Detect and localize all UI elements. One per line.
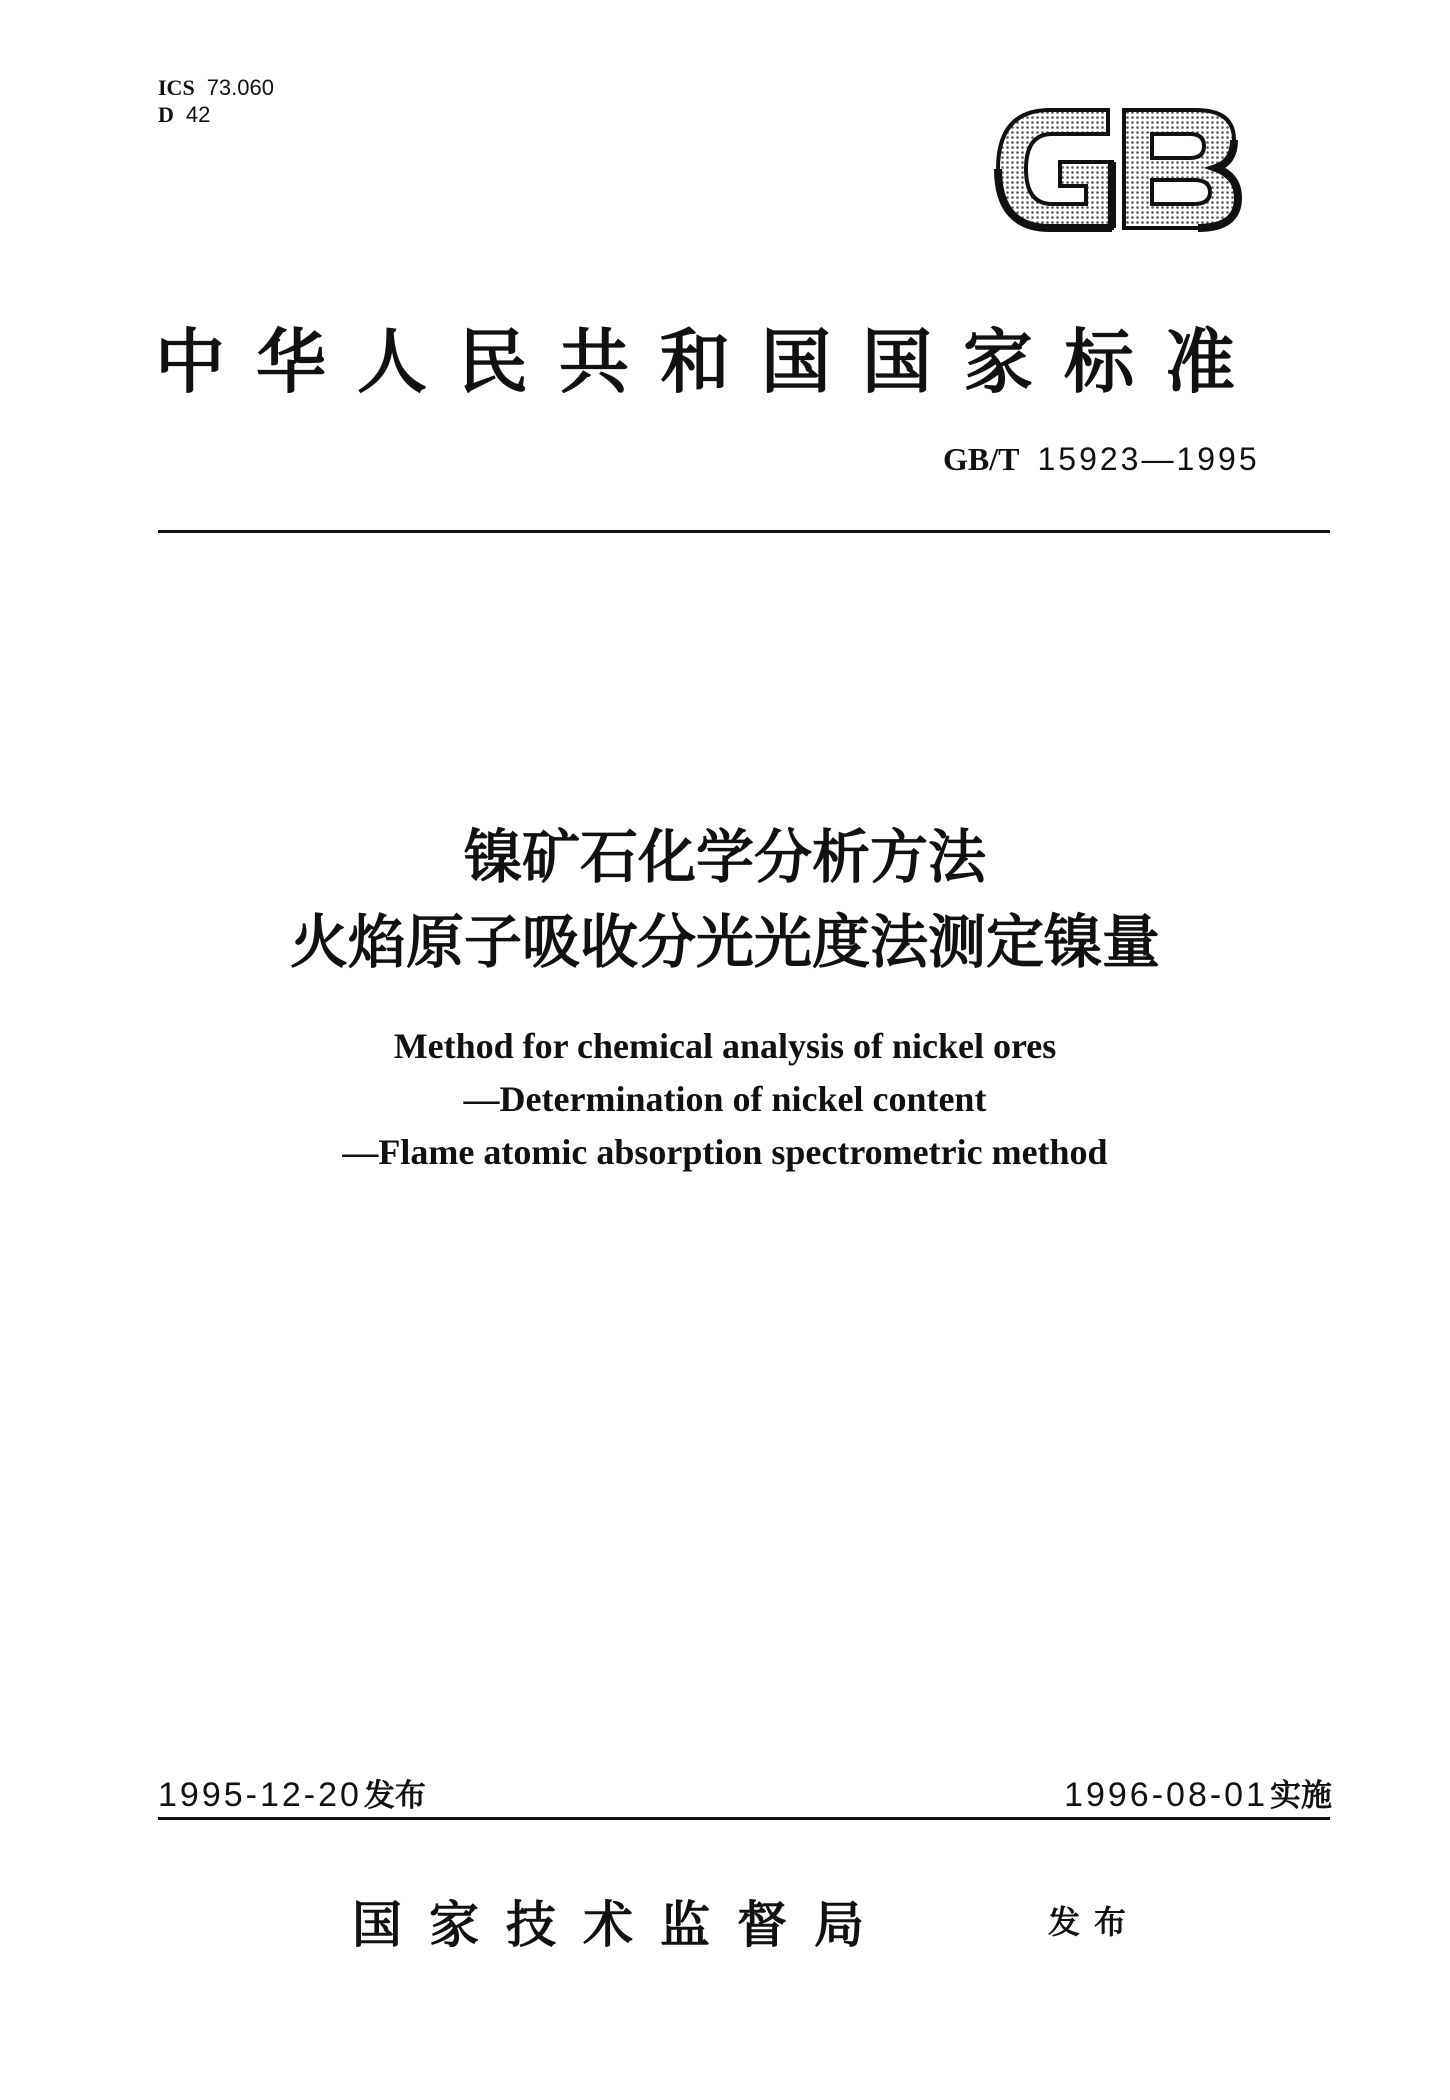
ics-code: 73.060	[206, 75, 274, 100]
standard-number	[943, 440, 1260, 478]
ccs-row	[158, 101, 274, 128]
national-standard-title: 中华人民共和国国家标准	[155, 320, 1266, 403]
issue-date	[158, 1770, 426, 1815]
bottom-divider	[158, 1817, 1330, 1820]
effective-date-suffix: 实施	[1270, 1778, 1332, 1814]
chinese-title-line-1: 镍矿石化学分析方法	[463, 823, 986, 891]
issue-date-value: 1995-12-20	[158, 1776, 362, 1814]
ccs-code: 42	[185, 102, 211, 127]
ics-label: ICS	[158, 75, 195, 100]
effective-date	[1064, 1770, 1332, 1815]
classification-codes	[158, 74, 274, 128]
top-divider	[158, 530, 1330, 533]
effective-date-value: 1996-08-01	[1064, 1776, 1268, 1814]
publisher-name: 国家技术监督局	[352, 1895, 891, 1954]
english-title-line-1: Method for chemical analysis of nickel ores	[393, 1026, 1057, 1066]
chinese-title-line-2: 火焰原子吸收分光光度法测定镍量	[289, 908, 1160, 976]
gb-logo-icon	[990, 100, 1246, 238]
english-title-line-2: —Determination of nickel content	[463, 1079, 987, 1119]
publisher-suffix: 发布	[1048, 1903, 1141, 1941]
ccs-label: D	[158, 102, 174, 127]
issue-date-suffix: 发布	[363, 1778, 426, 1814]
standard-code: 15923—1995	[1037, 441, 1260, 477]
ics-row	[158, 74, 274, 101]
english-title-line-3: —Flame atomic absorption spectrometric method	[342, 1132, 1108, 1172]
standard-prefix: GB/T	[943, 441, 1020, 477]
